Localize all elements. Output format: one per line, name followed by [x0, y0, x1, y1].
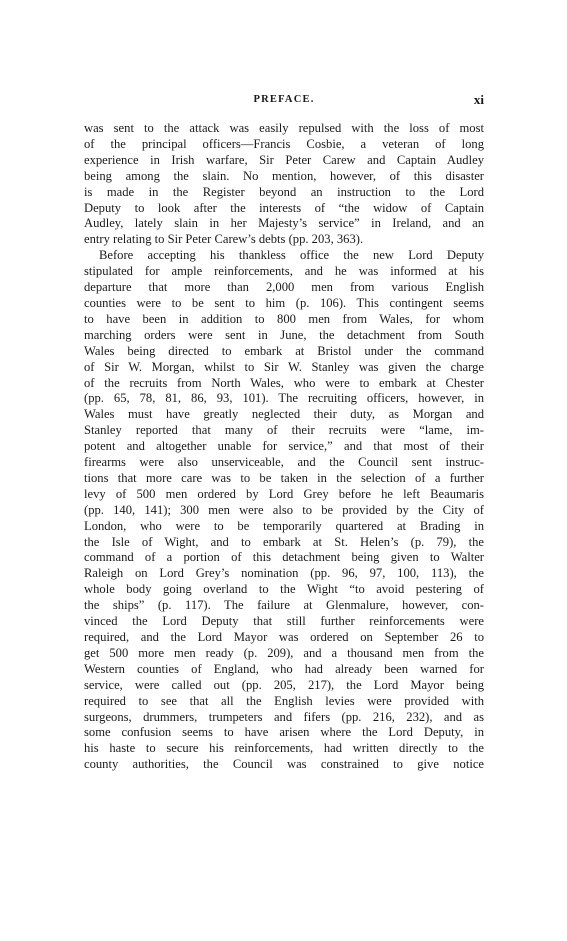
- text-line: marching orders were sent in June, the detachment from South: [84, 327, 484, 342]
- text-line: firearms were also unserviceable, and the Council sent instruc-: [84, 455, 484, 470]
- text-line: Stanley reported that many of their recruits were “lame, im-: [84, 423, 484, 438]
- text-line: county authorities, the Council was constrained to give notice: [84, 757, 484, 772]
- text-line: required, and the Lord Mayor was ordered on September 26 to: [84, 630, 484, 644]
- text-line: Western counties of England, who had already been warned for: [84, 661, 484, 676]
- text-line: command of a portion of this detachment being given to Walter: [84, 550, 484, 565]
- text-line: Wales being directed to embark at Bristol under the command: [84, 343, 484, 358]
- running-head: PREFACE.: [253, 94, 315, 105]
- text-line: of the principal officers—Francis Cosbie, a veteran of long: [84, 136, 484, 151]
- body-text: [84, 121, 484, 773]
- text-line: get 500 more men ready (p. 209), and a thousand men from the: [84, 645, 484, 660]
- text-line: whole body going overland to the Wight “to avoid pestering of: [84, 582, 484, 597]
- text-line: being among the slain. No mention, however, of this disaster: [84, 168, 484, 183]
- text-line: vinced the Lord Deputy that still further reinforcements were: [84, 614, 484, 629]
- text-line: stipulated for ample reinforcements, and he was informed at his: [84, 264, 484, 279]
- text-line: potent and altogether unable for service,” and that most of their: [84, 439, 484, 454]
- text-line: of the recruits from North Wales, who were to embark at Chester: [84, 375, 484, 390]
- text-line: some confusion seems to have arisen where the Lord Deputy, in: [84, 725, 484, 740]
- page-number: xi: [473, 92, 484, 107]
- text-line: experience in Irish warfare, Sir Peter Carew and Captain Audley: [84, 152, 484, 167]
- text-line: (pp. 140, 141); 300 men were also to be provided by the City of: [84, 502, 484, 517]
- text-line: was sent to the attack was easily repulsed with the loss of most: [84, 121, 484, 135]
- text-line: to have been in addition to 800 men from Wales, for whom: [84, 311, 484, 326]
- text-line: entry relating to Sir Peter Carew’s debts (pp. 203, 363).: [84, 232, 364, 247]
- text-line: is made in the Register beyond an instruction to the Lord: [84, 184, 484, 199]
- text-line: Wales must have greatly neglected their duty, as Morgan and: [84, 407, 484, 422]
- text-line: counties were to be sent to him (p. 106). This contingent seems: [84, 295, 484, 310]
- text-line: London, who were to be temporarily quartered at Brading in: [84, 518, 484, 533]
- text-line: (pp. 65, 78, 81, 86, 93, 101). The recruiting officers, however, in: [84, 391, 484, 406]
- text-line: the ships” (p. 117). The failure at Glenmalure, however, con-: [84, 598, 484, 613]
- text-line: his haste to secure his reinforcements, had written directly to the: [84, 741, 484, 756]
- page-header: [84, 94, 484, 110]
- text-line: tions that more care was to be taken in the selection of a further: [84, 470, 484, 485]
- text-line: service, were called out (pp. 205, 217), the Lord Mayor being: [84, 677, 484, 692]
- text-line: of Sir W. Morgan, whilst to Sir W. Stanley was given the charge: [84, 359, 484, 374]
- text-line: required to see that all the English levies were provided with: [84, 693, 484, 708]
- text-line: Deputy to look after the interests of “the widow of Captain: [84, 200, 484, 215]
- text-line: Before accepting his thankless office the new Lord Deputy: [99, 248, 484, 263]
- text-line: surgeons, drummers, trumpeters and fifers (pp. 216, 232), and as: [84, 709, 484, 724]
- text-line: Raleigh on Lord Grey’s nomination (pp. 96, 97, 100, 113), the: [84, 566, 484, 581]
- text-line: departure that more than 2,000 men from various English: [84, 280, 484, 295]
- text-line: Audley, lately slain in her Majesty’s service” in Ireland, and an: [84, 216, 484, 231]
- text-line: levy of 500 men ordered by Lord Grey before he left Beaumaris: [84, 486, 484, 501]
- text-line: the Isle of Wight, and to embark at St. Helen’s (p. 79), the: [84, 534, 484, 549]
